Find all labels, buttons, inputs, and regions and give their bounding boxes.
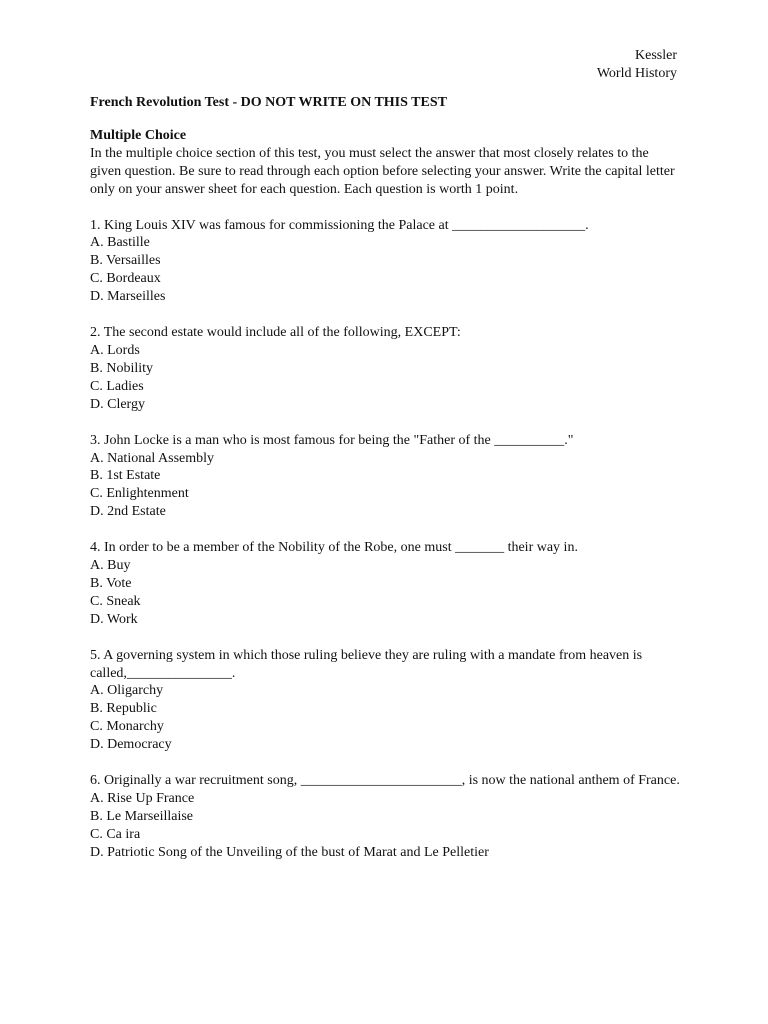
answer-option: B. Nobility [90, 360, 154, 376]
question-text: 3. John Locke is a man who is most famous for being the "Father of the __________." [90, 432, 574, 448]
answer-option: C. Ladies [90, 378, 144, 394]
question-2 [90, 324, 680, 414]
answer-option: B. Le Marseillaise [90, 808, 194, 824]
answer-option: D. Work [90, 611, 138, 627]
question-text: 1. King Louis XIV was famous for commissioning the Palace at ___________________. [90, 217, 589, 233]
answer-option: D. Marseilles [90, 289, 166, 305]
section-instructions: In the multiple choice section of this test, you must select the answer that most closely relates to the given question. Be sure to read through each option before selecting your answer. Write the capital letter only on your answer sheet for each question. Each question is worth 1 point. [90, 145, 675, 197]
answer-option: A. Lords [90, 342, 140, 358]
question-text: 2. The second estate would include all of the following, EXCEPT: [90, 325, 461, 341]
answer-option: D. Patriotic Song of the Unveiling of the bust of Marat and Le Pelletier [90, 844, 489, 860]
answer-options [90, 557, 680, 629]
answer-option: B. Versailles [90, 253, 161, 269]
answer-option: B. Vote [90, 575, 132, 591]
answer-option: B. Republic [90, 701, 157, 717]
section-heading: Multiple Choice [90, 127, 187, 143]
answer-options [90, 682, 680, 754]
answer-option: C. Enlightenment [90, 486, 189, 502]
answer-option: A. National Assembly [90, 450, 215, 466]
answer-option: A. Buy [90, 558, 131, 574]
answer-options [90, 342, 680, 414]
answer-option: D. Democracy [90, 737, 172, 753]
course-name: World History [596, 66, 677, 81]
answer-option: A. Bastille [90, 235, 150, 251]
answer-option: C. Bordeaux [90, 271, 161, 287]
answer-option: C. Ca ira [90, 826, 141, 842]
test-content [90, 94, 680, 862]
header-block [597, 47, 677, 83]
answer-option: D. Clergy [90, 396, 145, 412]
answer-option: A. Rise Up France [90, 791, 195, 806]
answer-option: C. Sneak [90, 593, 141, 609]
answer-options [90, 790, 680, 862]
test-title: French Revolution Test - DO NOT WRITE ON THIS TEST [90, 95, 447, 110]
answer-option: C. Monarchy [90, 719, 164, 735]
answer-option: B. 1st Estate [90, 468, 161, 484]
question-text: 6. Originally a war recruitment song, _______________________, is now the national anthem of France. [90, 773, 680, 789]
question-text: 5. A governing system in which those ruling believe they are ruling with a mandate from heaven is called,_______________. [90, 647, 643, 681]
teacher-name: Kessler [635, 48, 677, 63]
answer-option: A. Oligarchy [90, 683, 164, 699]
question-4 [90, 539, 680, 629]
answer-option: D. 2nd Estate [90, 504, 166, 520]
question-6 [90, 772, 680, 862]
question-3 [90, 432, 680, 522]
question-5 [90, 647, 680, 754]
question-text: 4. In order to be a member of the Nobility of the Robe, one must _______ their way in. [90, 540, 578, 556]
question-1 [90, 217, 680, 307]
answer-options [90, 450, 680, 522]
answer-options [90, 234, 680, 306]
